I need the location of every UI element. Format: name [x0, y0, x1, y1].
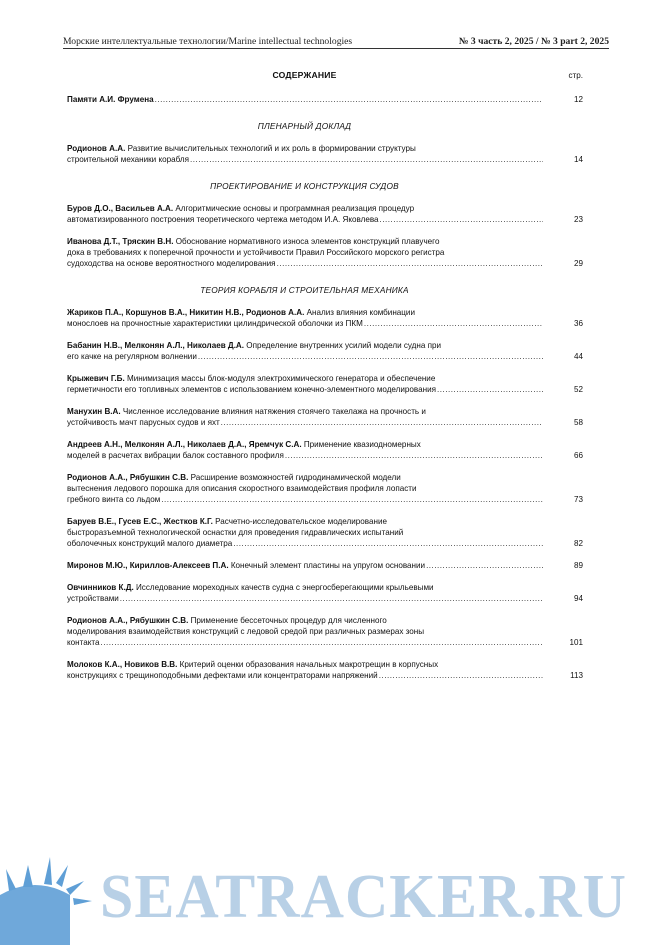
- toc-title-text: Расчетно-исследовательское моделирование: [215, 517, 387, 526]
- toc-entry[interactable]: [67, 143, 587, 165]
- toc-entry[interactable]: [67, 560, 587, 571]
- toc-section-heading: ТЕОРИЯ КОРАБЛЯ И СТРОИТЕЛЬНАЯ МЕХАНИКА: [200, 285, 409, 295]
- toc-title-text: конструкциях с трещиноподобными дефектами или концентраторами напряжений: [67, 671, 378, 680]
- toc-body: [67, 94, 587, 681]
- toc-entry[interactable]: [67, 94, 587, 105]
- toc-title-text: Исследование мореходных качеств судна с энергосберегающими крыльевыми: [135, 583, 434, 592]
- toc-authors: Буров Д.О., Васильев А.А.: [67, 204, 174, 213]
- toc-title-text: судоходства на основе вероятностного моделирования: [67, 259, 276, 268]
- dot-leader: [120, 593, 543, 604]
- toc-title-text: герметичности его топливных элементов с использованием конечно-элементного моделирования: [67, 385, 436, 394]
- dot-leader: [233, 538, 543, 549]
- toc-authors: Молоков К.А., Новиков В.В.: [67, 660, 178, 669]
- toc-page-number: 66: [573, 451, 583, 460]
- dot-leader: [437, 384, 543, 395]
- toc-entry[interactable]: [67, 516, 587, 549]
- toc-page-number: 12: [573, 95, 583, 104]
- running-header: [63, 36, 609, 47]
- toc-authors: Памяти А.И. Фрумена: [67, 95, 154, 104]
- toc-authors: Родионов А.А., Рябушкин С.В.: [67, 473, 189, 482]
- dot-leader: [161, 494, 543, 505]
- toc-title-text: быстроразъемной технологической оснастки для проведения гидравлических испытаний: [67, 528, 404, 537]
- toc-title-text: контакта: [67, 638, 100, 647]
- toc-authors: Жариков П.А., Коршунов В.А., Никитин Н.В., Родионов А.А.: [67, 308, 305, 317]
- toc-title-text: Применение квазиодномерных: [303, 440, 421, 449]
- toc-title-text: моделирования взаимодействия конструкций с ледовой средой при различных размерах зоны: [67, 627, 425, 636]
- toc-title-text: оболочечных конструкций малого диаметра: [67, 539, 233, 548]
- dot-leader: [277, 258, 543, 269]
- dot-leader: [379, 670, 543, 681]
- toc-page-number: 44: [573, 352, 583, 361]
- toc-page-number: 101: [569, 638, 583, 647]
- toc-entry[interactable]: [67, 439, 587, 461]
- toc-authors: Родионов А.А., Рябушкин С.В.: [67, 616, 189, 625]
- table-of-contents: [67, 70, 587, 692]
- dot-leader: [221, 417, 543, 428]
- toc-entry[interactable]: [67, 472, 587, 505]
- dot-leader: [426, 560, 543, 571]
- toc-title-text: дока в требованиях к поперечной прочности и устойчивости Правил Российского морского регистра: [67, 248, 445, 257]
- issue-number: № 3 часть 2, 2025 / № 3 part 2, 2025: [458, 36, 609, 47]
- toc-title-text: Численное исследование влияния натяжения стоячего такелажа на прочность и: [122, 407, 426, 416]
- toc-entry[interactable]: [67, 307, 587, 329]
- toc-title-text: Минимизация массы блок-модуля электрохимического генератора и обеспечение: [126, 374, 436, 383]
- toc-entry[interactable]: [67, 340, 587, 362]
- toc-page-number: 36: [573, 319, 583, 328]
- toc-page-number: 89: [573, 561, 583, 570]
- toc-entry[interactable]: [67, 406, 587, 428]
- toc-section-heading: ПЛЕНАРНЫЙ ДОКЛАД: [257, 121, 352, 131]
- toc-title-text: монослоев на прочностные характеристики цилиндрической оболочки из ПКМ: [67, 319, 363, 328]
- toc-authors: Бабанин Н.В., Мелконян А.Л., Николаев Д.А.: [67, 341, 245, 350]
- toc-title-text: Анализ влияния комбинации: [306, 308, 415, 317]
- watermark-text: SEATRACKER.RU: [100, 861, 627, 931]
- toc-title-text: Обоснование нормативного износа элементов конструкций плавучего: [175, 237, 440, 246]
- dot-leader: [190, 154, 543, 165]
- toc-title-text: Расширение возможностей гидродинамической модели: [190, 473, 401, 482]
- toc-page-number: 113: [570, 671, 583, 680]
- toc-entry[interactable]: [67, 203, 587, 225]
- toc-section-heading: ПРОЕКТИРОВАНИЕ И КОНСТРУКЦИЯ СУДОВ: [210, 181, 399, 191]
- dot-leader: [364, 318, 543, 329]
- toc-head: [67, 70, 587, 84]
- header-rule: [63, 48, 609, 49]
- journal-title: Морские интеллектуальные технологии/Marine intellectual technologies: [63, 36, 353, 47]
- page-column-label: стр.: [568, 71, 583, 80]
- toc-page-number: 14: [573, 155, 583, 164]
- toc-authors: Андреев А.Н., Мелконян А.Л., Николаев Д.А., Яремчук С.А.: [67, 440, 302, 449]
- toc-page-number: 82: [573, 539, 583, 548]
- toc-authors: Иванова Д.Т., Тряскин В.Н.: [67, 237, 174, 246]
- toc-authors: Баруев В.Е., Гусев Е.С., Жестков К.Г.: [67, 517, 213, 526]
- toc-entry[interactable]: [67, 582, 587, 604]
- toc-title-text: Применение бессеточных процедур для численного: [190, 616, 387, 625]
- toc-title-text: Развитие вычислительных технологий и их роль в формировании структуры: [127, 144, 416, 153]
- toc-title-text: автоматизированного построения теоретического чертежа методом И.А. Яковлева: [67, 215, 379, 224]
- dot-leader: [285, 450, 543, 461]
- toc-title-text: устройствами: [67, 594, 119, 603]
- dot-leader: [100, 637, 543, 648]
- toc-page-number: 94: [573, 594, 583, 603]
- toc-page-number: 58: [573, 418, 583, 427]
- toc-entry[interactable]: [67, 236, 587, 269]
- dot-leader: [380, 214, 543, 225]
- toc-entry[interactable]: [67, 659, 587, 681]
- toc-title-text: моделей в расчетах вибрации балок составного профиля: [67, 451, 284, 460]
- toc-authors: Миронов М.Ю., Кириллов-Алексеев П.А.: [67, 561, 229, 570]
- toc-title-text: Определение внутренних усилий модели судна при: [246, 341, 442, 350]
- toc-title-text: его качке на регулярном волнении: [67, 352, 197, 361]
- dot-leader: [198, 351, 543, 362]
- toc-entry[interactable]: [67, 373, 587, 395]
- toc-authors: Родионов А.А.: [67, 144, 126, 153]
- toc-page-number: 52: [573, 385, 583, 394]
- toc-authors: Крыжевич Г.Б.: [67, 374, 125, 383]
- dot-leader: [155, 94, 543, 105]
- toc-title-text: устойчивость мачт парусных судов и яхт: [67, 418, 220, 427]
- toc-title-text: Алгоритмические основы и программная реализация процедур: [175, 204, 415, 213]
- toc-title-text: Конечный элемент пластины на упругом основании: [230, 561, 426, 570]
- toc-title-text: вытеснения ледового порошка для описания скоростного взаимодействия профиля лопасти: [67, 484, 417, 493]
- toc-entry[interactable]: [67, 615, 587, 648]
- toc-authors: Овчинников К.Д.: [67, 583, 134, 592]
- toc-page-number: 23: [573, 215, 583, 224]
- toc-page-number: 73: [573, 495, 583, 504]
- toc-title-text: строительной механики корабля: [67, 155, 189, 164]
- toc-title-text: Критерий оценки образования начальных макротрещин в корпусных: [179, 660, 439, 669]
- toc-title-text: гребного винта со льдом: [67, 495, 161, 504]
- toc-page-number: 29: [573, 259, 583, 268]
- toc-title: СОДЕРЖАНИЕ: [272, 70, 337, 80]
- toc-authors: Манухин В.А.: [67, 407, 121, 416]
